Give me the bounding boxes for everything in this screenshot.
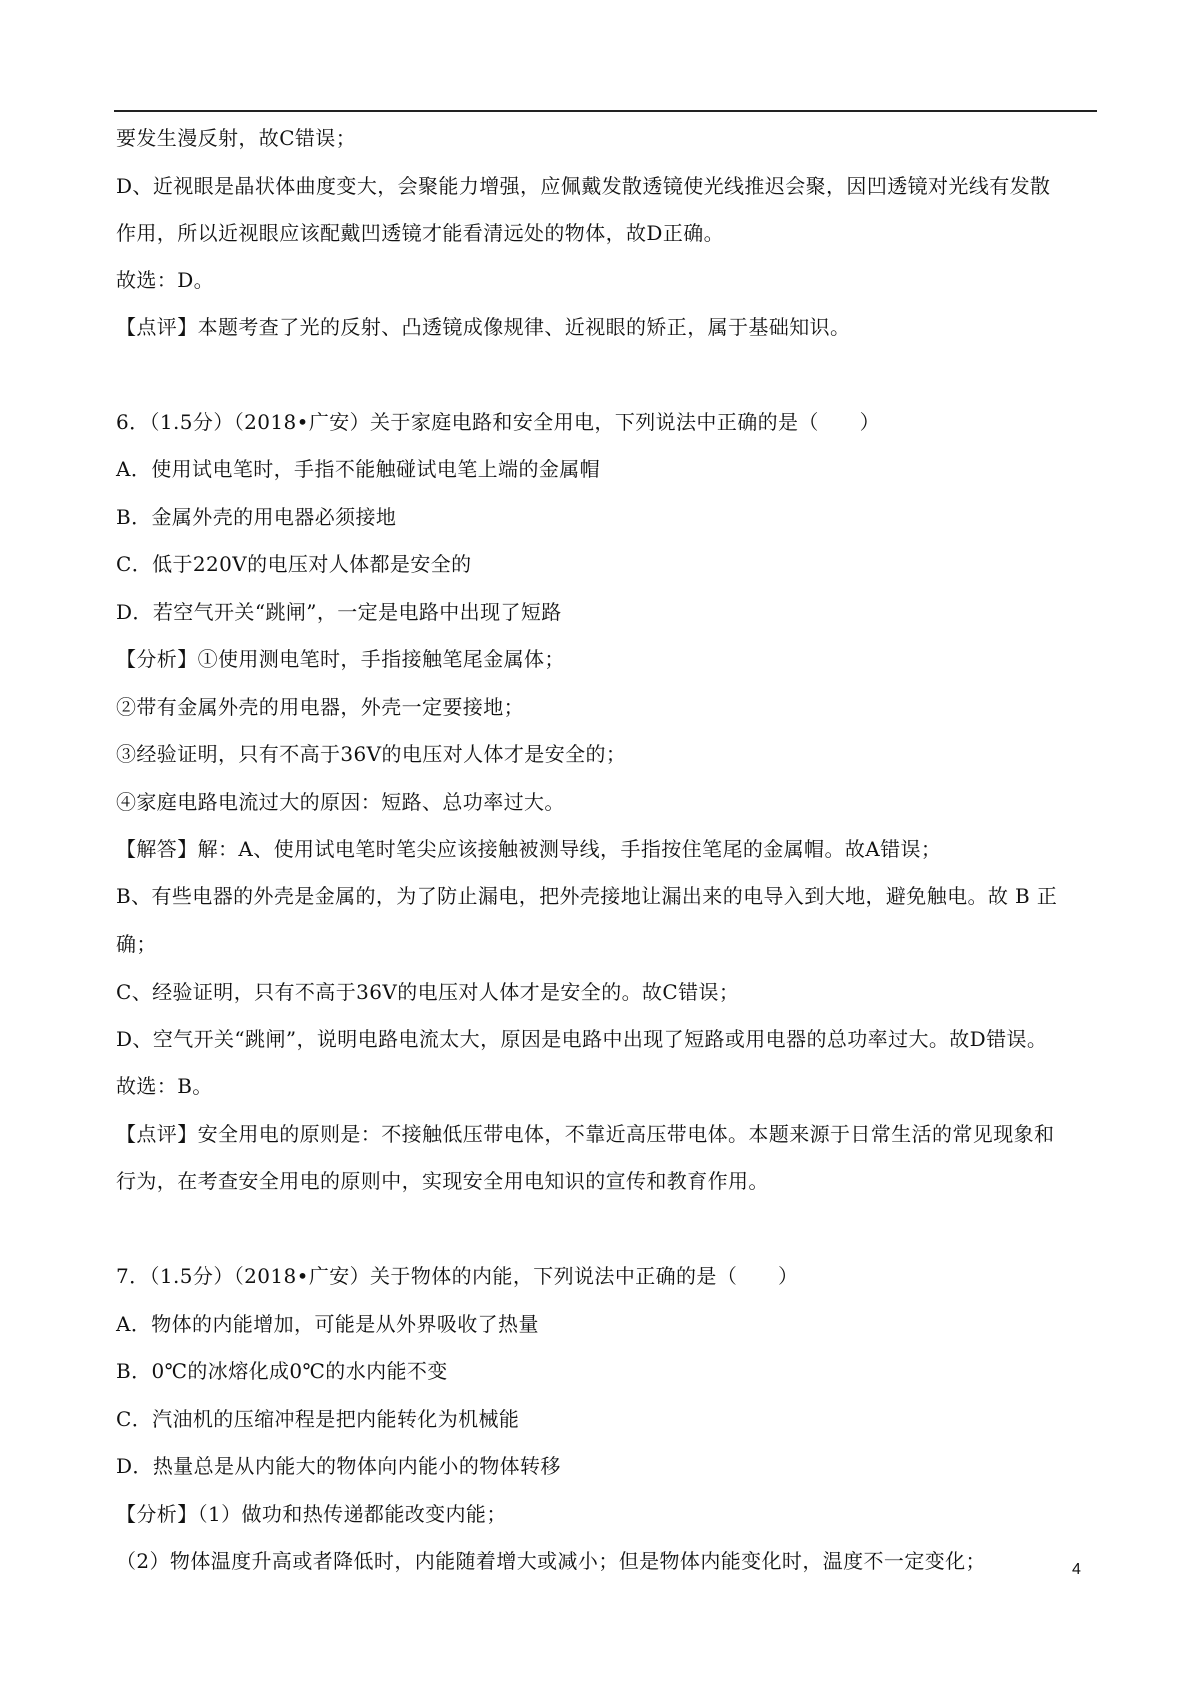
page-number: 4 bbox=[1072, 1561, 1081, 1578]
answer-line: 故选：B。 bbox=[116, 1074, 213, 1098]
comment-line: 【点评】本题考查了光的反射、凸透镜成像规律、近视眼的矫正，属于基础知识。 bbox=[116, 315, 851, 339]
question-7-option-b: B．0℃的冰熔化成0℃的水内能不变 bbox=[116, 1359, 448, 1383]
question-7-stem: 7．（1.5分）（2018•广安）关于物体的内能，下列说法中正确的是（ ） bbox=[116, 1264, 799, 1288]
text-line: 要发生漫反射，故C错误； bbox=[116, 126, 357, 150]
question-6-option-c: C．低于220V的电压对人体都是安全的 bbox=[116, 552, 472, 576]
answer-line: 确； bbox=[116, 932, 157, 956]
answer-line: D、空气开关“跳闸”，说明电路电流太大，原因是电路中出现了短路或用电器的总功率过大。故D错误。 bbox=[116, 1027, 1048, 1051]
text-line: 故选：D。 bbox=[116, 268, 215, 292]
question-7-option-c: C．汽油机的压缩冲程是把内能转化为机械能 bbox=[116, 1407, 520, 1431]
question-6-stem: 6．（1.5分）（2018•广安）关于家庭电路和安全用电，下列说法中正确的是（ ） bbox=[116, 410, 881, 434]
analysis-line: 【分析】（1）做功和热传递都能改变内能； bbox=[116, 1502, 507, 1526]
header-rule bbox=[114, 110, 1097, 112]
question-6-option-a: A．使用试电笔时，手指不能触碰试电笔上端的金属帽 bbox=[116, 457, 601, 481]
text-line: D、近视眼是晶状体曲度变大，会聚能力增强，应佩戴发散透镜使光线推迟会聚，因凹透镜对光线有发散 bbox=[116, 174, 1051, 198]
comment-line: 行为，在考查安全用电的原则中，实现安全用电知识的宣传和教育作用。 bbox=[116, 1169, 769, 1193]
comment-line: 【点评】安全用电的原则是：不接触低压带电体，不靠近高压带电体。本题来源于日常生活的常见现象和 bbox=[116, 1122, 1055, 1146]
text-line: 作用，所以近视眼应该配戴凹透镜才能看清远处的物体，故D正确。 bbox=[116, 221, 725, 245]
question-6-option-d: D．若空气开关“跳闸”，一定是电路中出现了短路 bbox=[116, 600, 562, 624]
analysis-line: （2）物体温度升高或者降低时，内能随着增大或减小；但是物体内能变化时，温度不一定变化； bbox=[116, 1549, 986, 1573]
answer-line: C、经验证明，只有不高于36V的电压对人体才是安全的。故C错误； bbox=[116, 980, 740, 1004]
question-7-option-d: D．热量总是从内能大的物体向内能小的物体转移 bbox=[116, 1454, 561, 1478]
answer-line: 【解答】解：A、使用试电笔时笔尖应该接触被测导线，手指按住笔尾的金属帽。故A错误； bbox=[116, 837, 942, 861]
question-7-option-a: A．物体的内能增加，可能是从外界吸收了热量 bbox=[116, 1312, 539, 1336]
answer-line: B、有些电器的外壳是金属的，为了防止漏电，把外壳接地让漏出来的电导入到大地，避免触电。故 B 正 bbox=[116, 884, 1058, 908]
analysis-line: 【分析】①使用测电笔时，手指接触笔尾金属体； bbox=[116, 647, 565, 671]
analysis-line: ③经验证明，只有不高于36V的电压对人体才是安全的； bbox=[116, 742, 627, 766]
analysis-line: ②带有金属外壳的用电器，外壳一定要接地； bbox=[116, 695, 524, 719]
question-6-option-b: B．金属外壳的用电器必须接地 bbox=[116, 505, 397, 529]
analysis-line: ④家庭电路电流过大的原因：短路、总功率过大。 bbox=[116, 790, 565, 814]
